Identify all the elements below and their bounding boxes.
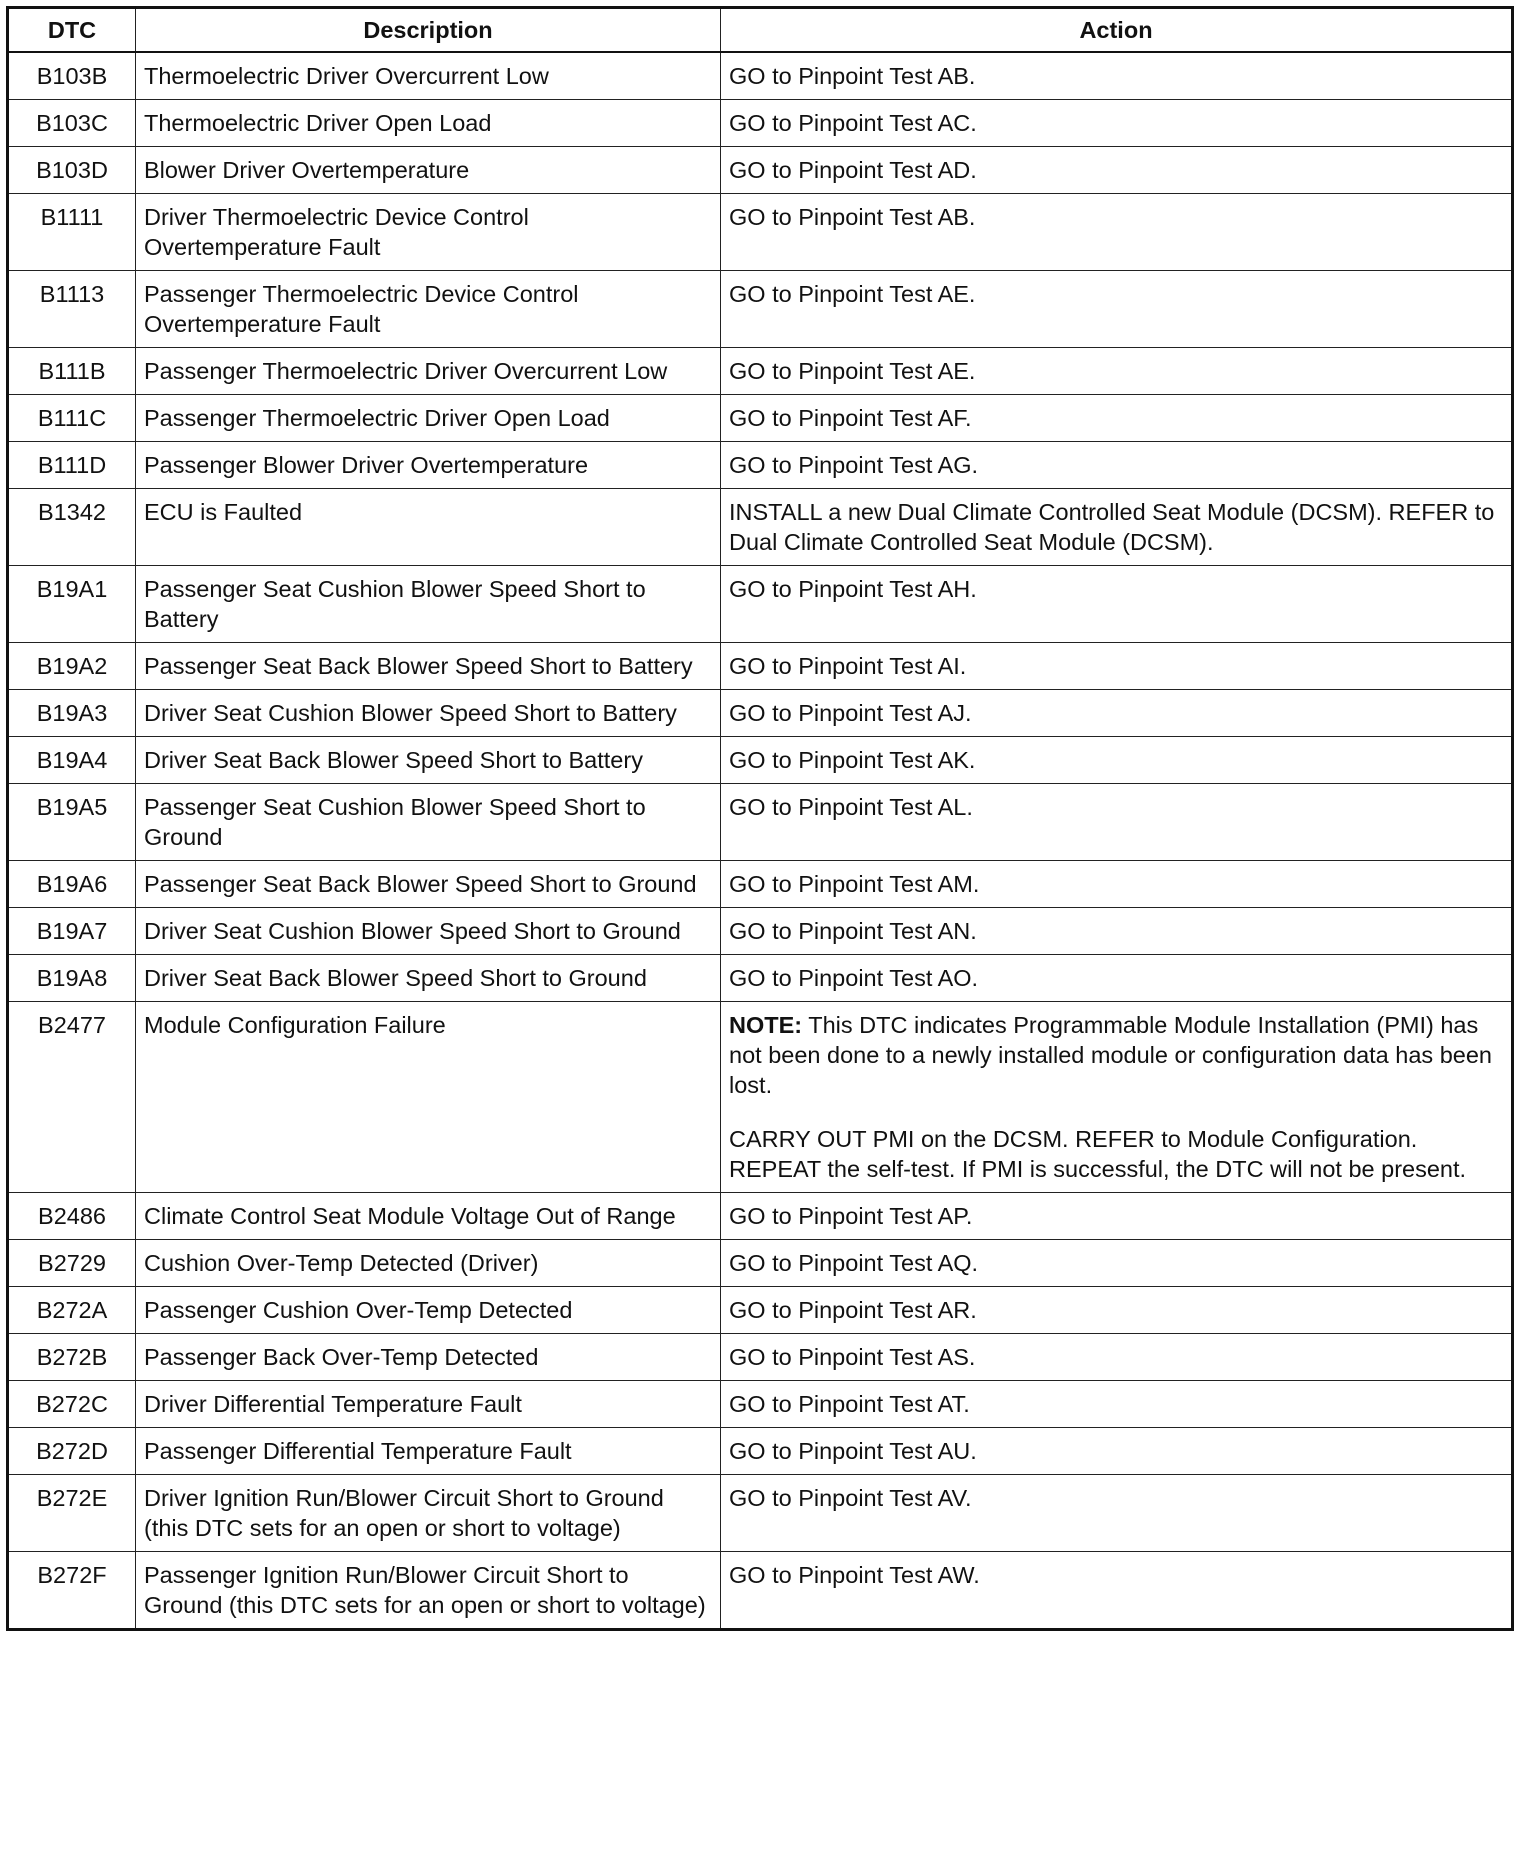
table-row: [8, 1287, 1513, 1334]
table-row: [8, 690, 1513, 737]
table-row: [8, 1240, 1513, 1287]
dtc-action: [721, 566, 1513, 643]
action-paragraph: [729, 1560, 1503, 1590]
dtc-action: [721, 100, 1513, 147]
action-paragraph: [729, 745, 1503, 775]
action-text: GO to Pinpoint Test AH.: [729, 576, 977, 602]
dtc-action: [721, 690, 1513, 737]
table-row: [8, 147, 1513, 194]
action-text: GO to Pinpoint Test AP.: [729, 1203, 973, 1229]
table-row: [8, 489, 1513, 566]
table-row: [8, 1002, 1513, 1193]
table-row: [8, 566, 1513, 643]
dtc-code: B19A8: [8, 955, 136, 1002]
dtc-action: [721, 784, 1513, 861]
action-text: INSTALL a new Dual Climate Controlled Seat Module (DCSM). REFER to Dual Climate Controlled Seat Module (DCSM).: [729, 499, 1495, 555]
dtc-code: B103C: [8, 100, 136, 147]
dtc-action: [721, 1381, 1513, 1428]
table-row: [8, 442, 1513, 489]
header-dtc: DTC: [8, 8, 136, 53]
dtc-code: B103B: [8, 52, 136, 100]
action-paragraph: [729, 963, 1503, 993]
action-text: GO to Pinpoint Test AS.: [729, 1344, 976, 1370]
action-paragraph: [729, 356, 1503, 386]
dtc-code: B19A2: [8, 643, 136, 690]
dtc-description: Thermoelectric Driver Overcurrent Low: [136, 52, 721, 100]
dtc-action: [721, 1334, 1513, 1381]
dtc-description: Passenger Differential Temperature Fault: [136, 1428, 721, 1475]
dtc-description: Driver Differential Temperature Fault: [136, 1381, 721, 1428]
dtc-code: B272D: [8, 1428, 136, 1475]
action-text: GO to Pinpoint Test AD.: [729, 157, 977, 183]
table-header: [8, 8, 1513, 53]
dtc-description: Driver Seat Back Blower Speed Short to Battery: [136, 737, 721, 784]
dtc-action: [721, 737, 1513, 784]
action-paragraph: [729, 869, 1503, 899]
action-text: GO to Pinpoint Test AE.: [729, 281, 976, 307]
action-paragraph: [729, 651, 1503, 681]
dtc-description: Blower Driver Overtemperature: [136, 147, 721, 194]
dtc-description: Driver Thermoelectric Device Control Overtemperature Fault: [136, 194, 721, 271]
action-text: GO to Pinpoint Test AU.: [729, 1438, 977, 1464]
action-text: GO to Pinpoint Test AR.: [729, 1297, 977, 1323]
table-row: [8, 1552, 1513, 1630]
dtc-code: B111B: [8, 348, 136, 395]
dtc-action: [721, 955, 1513, 1002]
action-text: CARRY OUT PMI on the DCSM. REFER to Module Configuration. REPEAT the self-test. If PMI is successful, the DTC will not be present.: [729, 1126, 1467, 1182]
action-paragraph: [729, 574, 1503, 604]
dtc-code: B1342: [8, 489, 136, 566]
dtc-description: Passenger Thermoelectric Device Control Overtemperature Fault: [136, 271, 721, 348]
table-row: [8, 1334, 1513, 1381]
action-text: GO to Pinpoint Test AB.: [729, 63, 976, 89]
action-paragraph: [729, 1389, 1503, 1419]
dtc-description: Cushion Over-Temp Detected (Driver): [136, 1240, 721, 1287]
action-text: GO to Pinpoint Test AO.: [729, 965, 979, 991]
dtc-description: Driver Seat Cushion Blower Speed Short to Battery: [136, 690, 721, 737]
action-paragraph: [729, 497, 1503, 557]
header-description: Description: [136, 8, 721, 53]
dtc-description: Passenger Ignition Run/Blower Circuit Short to Ground (this DTC sets for an open or short to voltage): [136, 1552, 721, 1630]
table-row: [8, 52, 1513, 100]
table-row: [8, 395, 1513, 442]
table-body: [8, 52, 1513, 1630]
dtc-code: B272B: [8, 1334, 136, 1381]
header-action: Action: [721, 8, 1513, 53]
dtc-code: B19A5: [8, 784, 136, 861]
note-label: NOTE:: [729, 1012, 803, 1038]
dtc-code: B19A4: [8, 737, 136, 784]
dtc-description: Passenger Thermoelectric Driver Overcurrent Low: [136, 348, 721, 395]
dtc-action: [721, 908, 1513, 955]
action-paragraph: [729, 1483, 1503, 1513]
dtc-code: B19A3: [8, 690, 136, 737]
action-text: GO to Pinpoint Test AM.: [729, 871, 980, 897]
table-row: [8, 348, 1513, 395]
dtc-code: B2486: [8, 1193, 136, 1240]
table-row: [8, 1193, 1513, 1240]
dtc-action: [721, 643, 1513, 690]
action-text: GO to Pinpoint Test AE.: [729, 358, 976, 384]
dtc-code: B111C: [8, 395, 136, 442]
dtc-action: [721, 1552, 1513, 1630]
action-paragraph: [729, 1248, 1503, 1278]
action-text: GO to Pinpoint Test AJ.: [729, 700, 972, 726]
action-text: GO to Pinpoint Test AC.: [729, 110, 977, 136]
dtc-action: [721, 1240, 1513, 1287]
dtc-action: [721, 1193, 1513, 1240]
dtc-description: Driver Seat Back Blower Speed Short to Ground: [136, 955, 721, 1002]
dtc-description: Driver Seat Cushion Blower Speed Short to Ground: [136, 908, 721, 955]
table-row: [8, 955, 1513, 1002]
dtc-description: Module Configuration Failure: [136, 1002, 721, 1193]
dtc-action: [721, 1475, 1513, 1552]
dtc-code: B272E: [8, 1475, 136, 1552]
dtc-action: [721, 395, 1513, 442]
dtc-code: B272C: [8, 1381, 136, 1428]
table-row: [8, 784, 1513, 861]
action-paragraph: [729, 403, 1503, 433]
table-row: [8, 643, 1513, 690]
action-paragraph: [729, 1436, 1503, 1466]
table-row: [8, 1475, 1513, 1552]
dtc-code: B272F: [8, 1552, 136, 1630]
dtc-description: Passenger Seat Back Blower Speed Short to Battery: [136, 643, 721, 690]
dtc-code: B272A: [8, 1287, 136, 1334]
dtc-description: Passenger Seat Cushion Blower Speed Short to Battery: [136, 566, 721, 643]
action-paragraph: [729, 61, 1503, 91]
action-text: GO to Pinpoint Test AT.: [729, 1391, 970, 1417]
dtc-description: ECU is Faulted: [136, 489, 721, 566]
action-text: This DTC indicates Programmable Module Installation (PMI) has not been done to a newly installed module or configuration data has been lost.: [729, 1012, 1492, 1098]
action-paragraph: [729, 792, 1503, 822]
action-paragraph: [729, 108, 1503, 138]
action-paragraph: [729, 279, 1503, 309]
action-text: GO to Pinpoint Test AI.: [729, 653, 967, 679]
table-row: [8, 861, 1513, 908]
dtc-action: [721, 147, 1513, 194]
dtc-description: Passenger Seat Back Blower Speed Short to Ground: [136, 861, 721, 908]
action-text: GO to Pinpoint Test AB.: [729, 204, 976, 230]
dtc-action: [721, 52, 1513, 100]
action-text: GO to Pinpoint Test AF.: [729, 405, 972, 431]
dtc-code: B103D: [8, 147, 136, 194]
dtc-description: Climate Control Seat Module Voltage Out of Range: [136, 1193, 721, 1240]
dtc-description: Driver Ignition Run/Blower Circuit Short to Ground (this DTC sets for an open or short to voltage): [136, 1475, 721, 1552]
action-paragraph: [729, 1342, 1503, 1372]
action-text: GO to Pinpoint Test AQ.: [729, 1250, 979, 1276]
action-paragraph: [729, 698, 1503, 728]
dtc-description: Passenger Back Over-Temp Detected: [136, 1334, 721, 1381]
dtc-code: B1111: [8, 194, 136, 271]
dtc-description: Thermoelectric Driver Open Load: [136, 100, 721, 147]
action-paragraph: [729, 1201, 1503, 1231]
dtc-code: B19A6: [8, 861, 136, 908]
dtc-action: [721, 1287, 1513, 1334]
table-row: [8, 271, 1513, 348]
action-text: GO to Pinpoint Test AG.: [729, 452, 979, 478]
action-paragraph: [729, 1295, 1503, 1325]
action-text: GO to Pinpoint Test AV.: [729, 1485, 972, 1511]
dtc-description: Passenger Seat Cushion Blower Speed Short to Ground: [136, 784, 721, 861]
dtc-action: [721, 348, 1513, 395]
table-row: [8, 1428, 1513, 1475]
action-paragraph: [729, 450, 1503, 480]
dtc-code: B111D: [8, 442, 136, 489]
dtc-action: [721, 861, 1513, 908]
table-row: [8, 908, 1513, 955]
action-text: GO to Pinpoint Test AW.: [729, 1562, 980, 1588]
dtc-description: Passenger Thermoelectric Driver Open Load: [136, 395, 721, 442]
table-row: [8, 194, 1513, 271]
dtc-description: Passenger Cushion Over-Temp Detected: [136, 1287, 721, 1334]
dtc-action: [721, 194, 1513, 271]
action-paragraph: [729, 202, 1503, 232]
dtc-action: [721, 1428, 1513, 1475]
action-paragraph: [729, 916, 1503, 946]
action-text: GO to Pinpoint Test AL.: [729, 794, 973, 820]
table-row: [8, 737, 1513, 784]
action-paragraph: [729, 1124, 1503, 1184]
dtc-description: Passenger Blower Driver Overtemperature: [136, 442, 721, 489]
action-text: GO to Pinpoint Test AK.: [729, 747, 976, 773]
dtc-action: [721, 442, 1513, 489]
dtc-code: B19A1: [8, 566, 136, 643]
dtc-action: [721, 271, 1513, 348]
action-paragraph: [729, 1010, 1503, 1100]
table-row: [8, 1381, 1513, 1428]
table-row: [8, 100, 1513, 147]
dtc-code: B2729: [8, 1240, 136, 1287]
dtc-action: [721, 489, 1513, 566]
dtc-code: B19A7: [8, 908, 136, 955]
header-row: [8, 8, 1513, 53]
action-paragraph: [729, 155, 1503, 185]
dtc-action: [721, 1002, 1513, 1193]
dtc-code: B1113: [8, 271, 136, 348]
dtc-table: [6, 6, 1514, 1631]
dtc-code: B2477: [8, 1002, 136, 1193]
action-text: GO to Pinpoint Test AN.: [729, 918, 977, 944]
